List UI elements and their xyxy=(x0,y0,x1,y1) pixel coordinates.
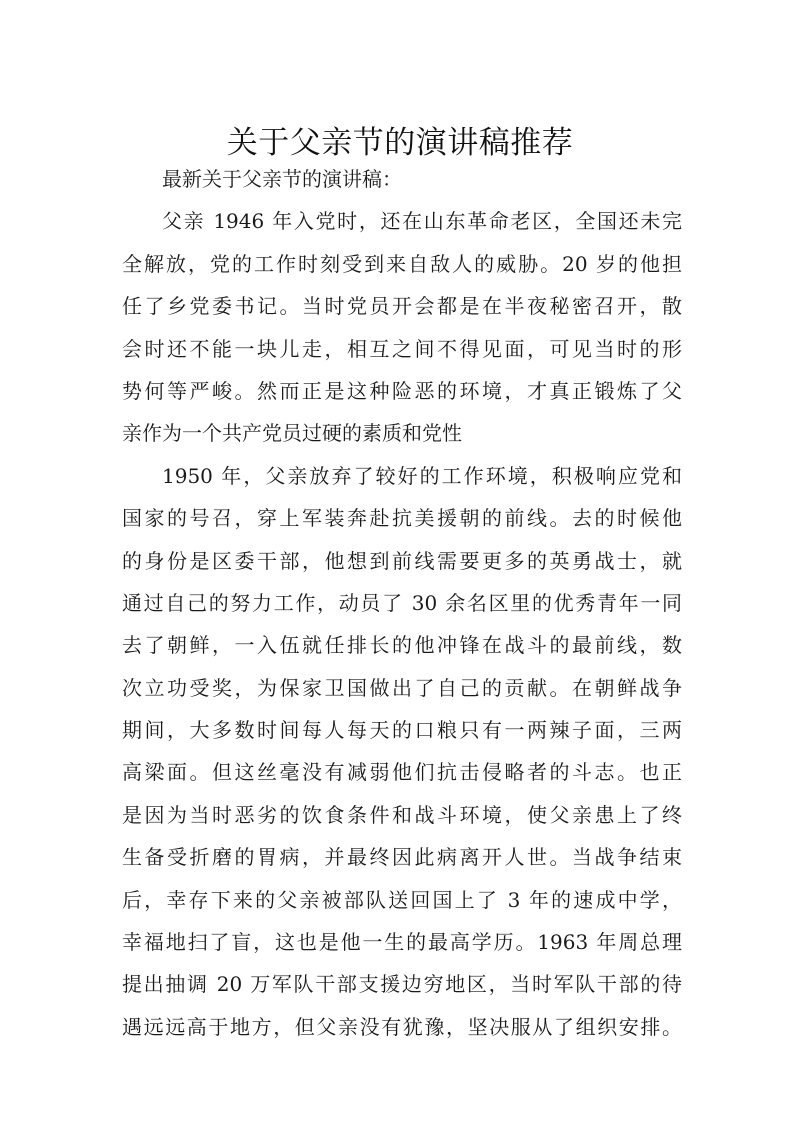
text-line: 生备受折磨的胃病，并最终因此病离开人世。当战争结束 xyxy=(122,845,682,870)
document-title: 关于父亲节的演讲稿推荐 xyxy=(226,124,574,161)
text-line: 父亲 1946 年入党时，还在山东革命老区，全国还未完 xyxy=(162,209,682,234)
text-line: 1950 年，父亲放弃了较好的工作环境，积极响应党和 xyxy=(162,463,682,488)
paragraph-1946 xyxy=(122,200,682,454)
text-line: 势何等严峻。然而正是这种险恶的环境，才真正锻炼了父 xyxy=(122,378,682,403)
text-line: 最新关于父亲节的演讲稿： xyxy=(162,167,402,191)
text-line: 是因为当时恶劣的饮食条件和战斗环境，使父亲患上了终 xyxy=(122,802,682,827)
paragraph-intro xyxy=(122,158,682,200)
text-line: 会时还不能一块儿走，相互之间不得见面，可见当时的形 xyxy=(122,336,682,361)
text-line: 高梁面。但这丝毫没有减弱他们抗击侵略者的斗志。也正 xyxy=(122,760,682,785)
text-line: 去了朝鲜，一入伍就任排长的他冲锋在战斗的最前线，数 xyxy=(122,633,682,658)
text-line: 通过自己的努力工作，动员了 30 余名区里的优秀青年一同 xyxy=(122,590,682,615)
paragraph-1950 xyxy=(122,455,682,1048)
text-line: 遇远远高于地方，但父亲没有犹豫，坚决服从了组织安排。 xyxy=(122,1014,682,1039)
text-line: 全解放，党的工作时刻受到来自敌人的威胁。20 岁的他担 xyxy=(122,251,682,276)
text-line: 提出抽调 20 万军队干部支援边穷地区，当时军队干部的待 xyxy=(122,972,682,997)
text-line: 的身份是区委干部，他想到前线需要更多的英勇战士，就 xyxy=(122,548,682,573)
text-line: 国家的号召，穿上军装奔赴抗美援朝的前线。去的时候他 xyxy=(122,506,682,531)
text-line: 亲作为一个共产党员过硬的素质和党性 xyxy=(122,421,462,446)
text-line: 期间，大多数时间每人每天的口粮只有一两辣子面，三两 xyxy=(122,718,682,743)
text-line: 任了乡党委书记。当时党员开会都是在半夜秘密召开，散 xyxy=(122,294,682,319)
document-body xyxy=(122,158,682,1048)
text-line: 幸福地扫了盲，这也是他一生的最高学历。1963 年周总理 xyxy=(122,930,682,955)
text-line: 次立功受奖，为保家卫国做出了自己的贡献。在朝鲜战争 xyxy=(122,675,682,700)
text-line: 后，幸存下来的父亲被部队送回国上了 3 年的速成中学， xyxy=(122,887,682,912)
